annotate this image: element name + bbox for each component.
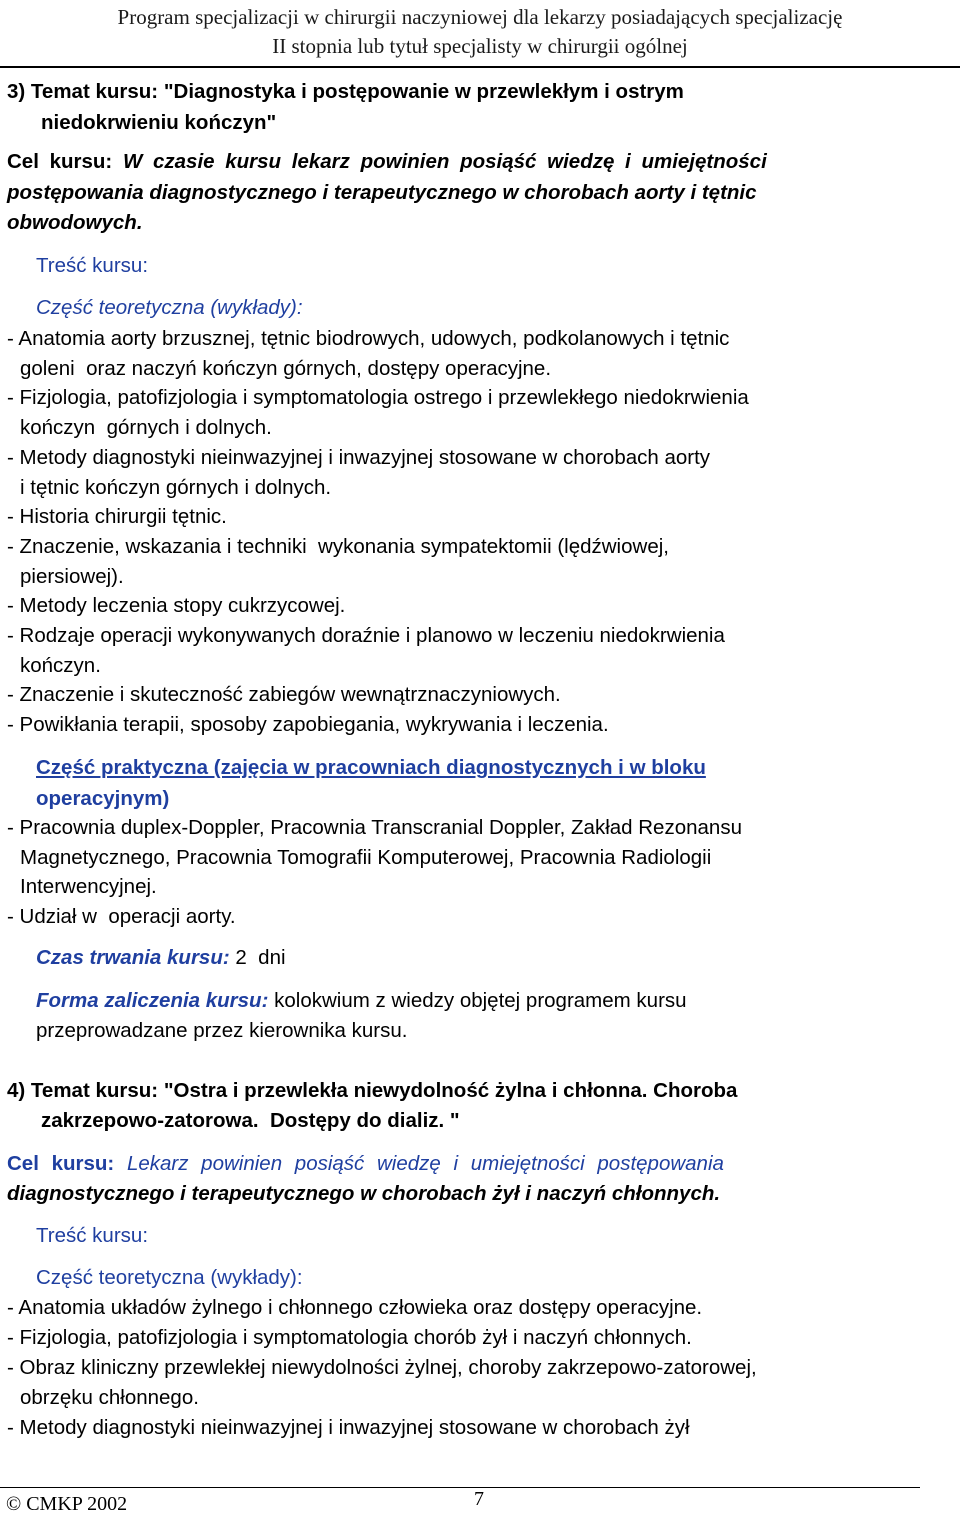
footer-copyright: © CMKP 2002 <box>6 1493 128 1515</box>
course3-theory-line: - Metody leczenia stopy cukrzycowej. <box>7 594 346 618</box>
course4-goal-label: Cel kursu: <box>7 1152 115 1175</box>
course3-theory-label: Część teoretyczna (wykłady): <box>36 296 303 319</box>
course3-theory-line: i tętnic kończyn górnych i dolnych. <box>20 475 332 499</box>
course3-theory-line: - Fizjologia, patofizjologia i symptomatologia ostrego i przewlekłego niedokrwienia <box>7 386 749 410</box>
course3-goal-line1 <box>7 152 767 173</box>
course3-practice-line: - Pracownia duplex-Doppler, Pracownia Transcranial Doppler, Zakład Rezonansu <box>7 816 742 839</box>
course3-content-label: Treść kursu: <box>36 254 149 277</box>
course3-practice-line: - Udział w operacji aorty. <box>7 905 236 929</box>
course4-theory-line: obrzęku chłonnego. <box>20 1385 199 1409</box>
course3-duration-label: Czas trwania kursu: <box>36 946 230 969</box>
course4-goal-text: Lekarz powinien posiąść wiedzę i umiejętności postępowania <box>126 1152 724 1175</box>
course4-title-line2: zakrzepowo-zatorowa. Dostępy do dializ. " <box>41 1109 460 1132</box>
course3-theory-line: piersiowej). <box>20 564 124 588</box>
course3-goal-label: Cel kursu: <box>7 150 113 173</box>
course3-theory-line: kończyn. <box>20 653 101 677</box>
course3-goal-text: W czasie kursu lekarz powinien posiąść wiedzę i umiejętności <box>122 150 767 173</box>
course3-duration <box>36 948 286 969</box>
running-header-line2: II stopnia lub tytuł specjalisty w chirurgii ogólnej <box>272 34 688 58</box>
course3-practice-label-line1: Część praktyczna (zajęcia w pracowniach diagnostycznych i w bloku <box>36 756 706 779</box>
course3-practice-line: Magnetycznego, Pracownia Tomografii Komputerowej, Pracownia Radiologii <box>20 845 712 869</box>
course3-theory-line: goleni oraz naczyń kończyn górnych, dostępy operacyjne. <box>20 356 552 380</box>
course3-theory-line: - Znaczenie, wskazania i techniki wykonania sympatektomii (lędźwiowej, <box>7 534 669 558</box>
course3-theory-line: - Znaczenie i skuteczność zabiegów wewnątrznaczyniowych. <box>7 683 561 707</box>
course3-goal-line2: postępowania diagnostycznego i terapeutycznego w chorobach aorty i tętnic <box>7 181 757 204</box>
course3-theory-line: kończyn górnych i dolnych. <box>20 416 272 440</box>
course3-title-line1: 3) Temat kursu: "Diagnostyka i postępowanie w przewlekłym i ostrym <box>7 80 684 103</box>
course3-theory-line: - Metody diagnostyki nieinwazyjnej i inwazyjnej stosowane w chorobach aorty <box>7 445 711 469</box>
course3-goal-line3: obwodowych. <box>7 211 143 234</box>
footer-page-number: 7 <box>474 1488 484 1510</box>
course4-theory-line: - Obraz kliniczny przewlekłej niewydolności żylnej, choroby zakrzepowo-zatorowej, <box>7 1355 757 1379</box>
course3-practice-label-line2: operacyjnym) <box>36 787 170 810</box>
course3-practice-line: Interwencyjnej. <box>20 875 157 899</box>
course3-form-line2: przeprowadzane przez kierownika kursu. <box>36 1019 408 1042</box>
course4-content-label: Treść kursu: <box>36 1224 149 1247</box>
course3-title-line2: niedokrwieniu kończyn" <box>41 111 277 134</box>
course3-theory-line: - Anatomia aorty brzusznej, tętnic biodrowych, udowych, podkolanowych i tętnic <box>7 327 730 350</box>
course4-theory-line: - Anatomia układów żylnego i chłonnego człowieka oraz dostępy operacyjne. <box>7 1296 703 1319</box>
footer-rule <box>0 1487 920 1488</box>
course4-title-line1: 4) Temat kursu: "Ostra i przewlekła niewydolność żylna i chłonna. Choroba <box>7 1079 738 1102</box>
running-header-line1: Program specjalizacji w chirurgii naczyniowej dla lekarzy posiadających specjalizację <box>117 5 843 29</box>
header-rule <box>0 66 960 68</box>
course4-goal-line2: diagnostycznego i terapeutycznego w chorobach żył i naczyń chłonnych. <box>7 1182 721 1205</box>
course4-theory-line: - Metody diagnostyki nieinwazyjnej i inwazyjnej stosowane w chorobach żył <box>7 1415 690 1439</box>
course3-theory-line: - Powikłania terapii, sposoby zapobiegania, wykrywania i leczenia. <box>7 713 609 737</box>
course4-goal-line1 <box>7 1154 724 1175</box>
course3-form-label: Forma zaliczenia kursu: <box>36 989 269 1012</box>
course3-form-value: kolokwium z wiedzy objętej programem kursu <box>274 989 687 1012</box>
course4-theory-line: - Fizjologia, patofizjologia i symptomatologia chorób żył i naczyń chłonnych. <box>7 1325 692 1349</box>
course3-form-line1 <box>36 991 687 1012</box>
course3-duration-value: 2 dni <box>235 946 286 969</box>
course3-theory-line: - Historia chirurgii tętnic. <box>7 505 227 529</box>
course3-theory-line: - Rodzaje operacji wykonywanych doraźnie i planowo w leczeniu niedokrwienia <box>7 624 725 647</box>
course4-theory-label: Część teoretyczna (wykłady): <box>36 1266 303 1289</box>
